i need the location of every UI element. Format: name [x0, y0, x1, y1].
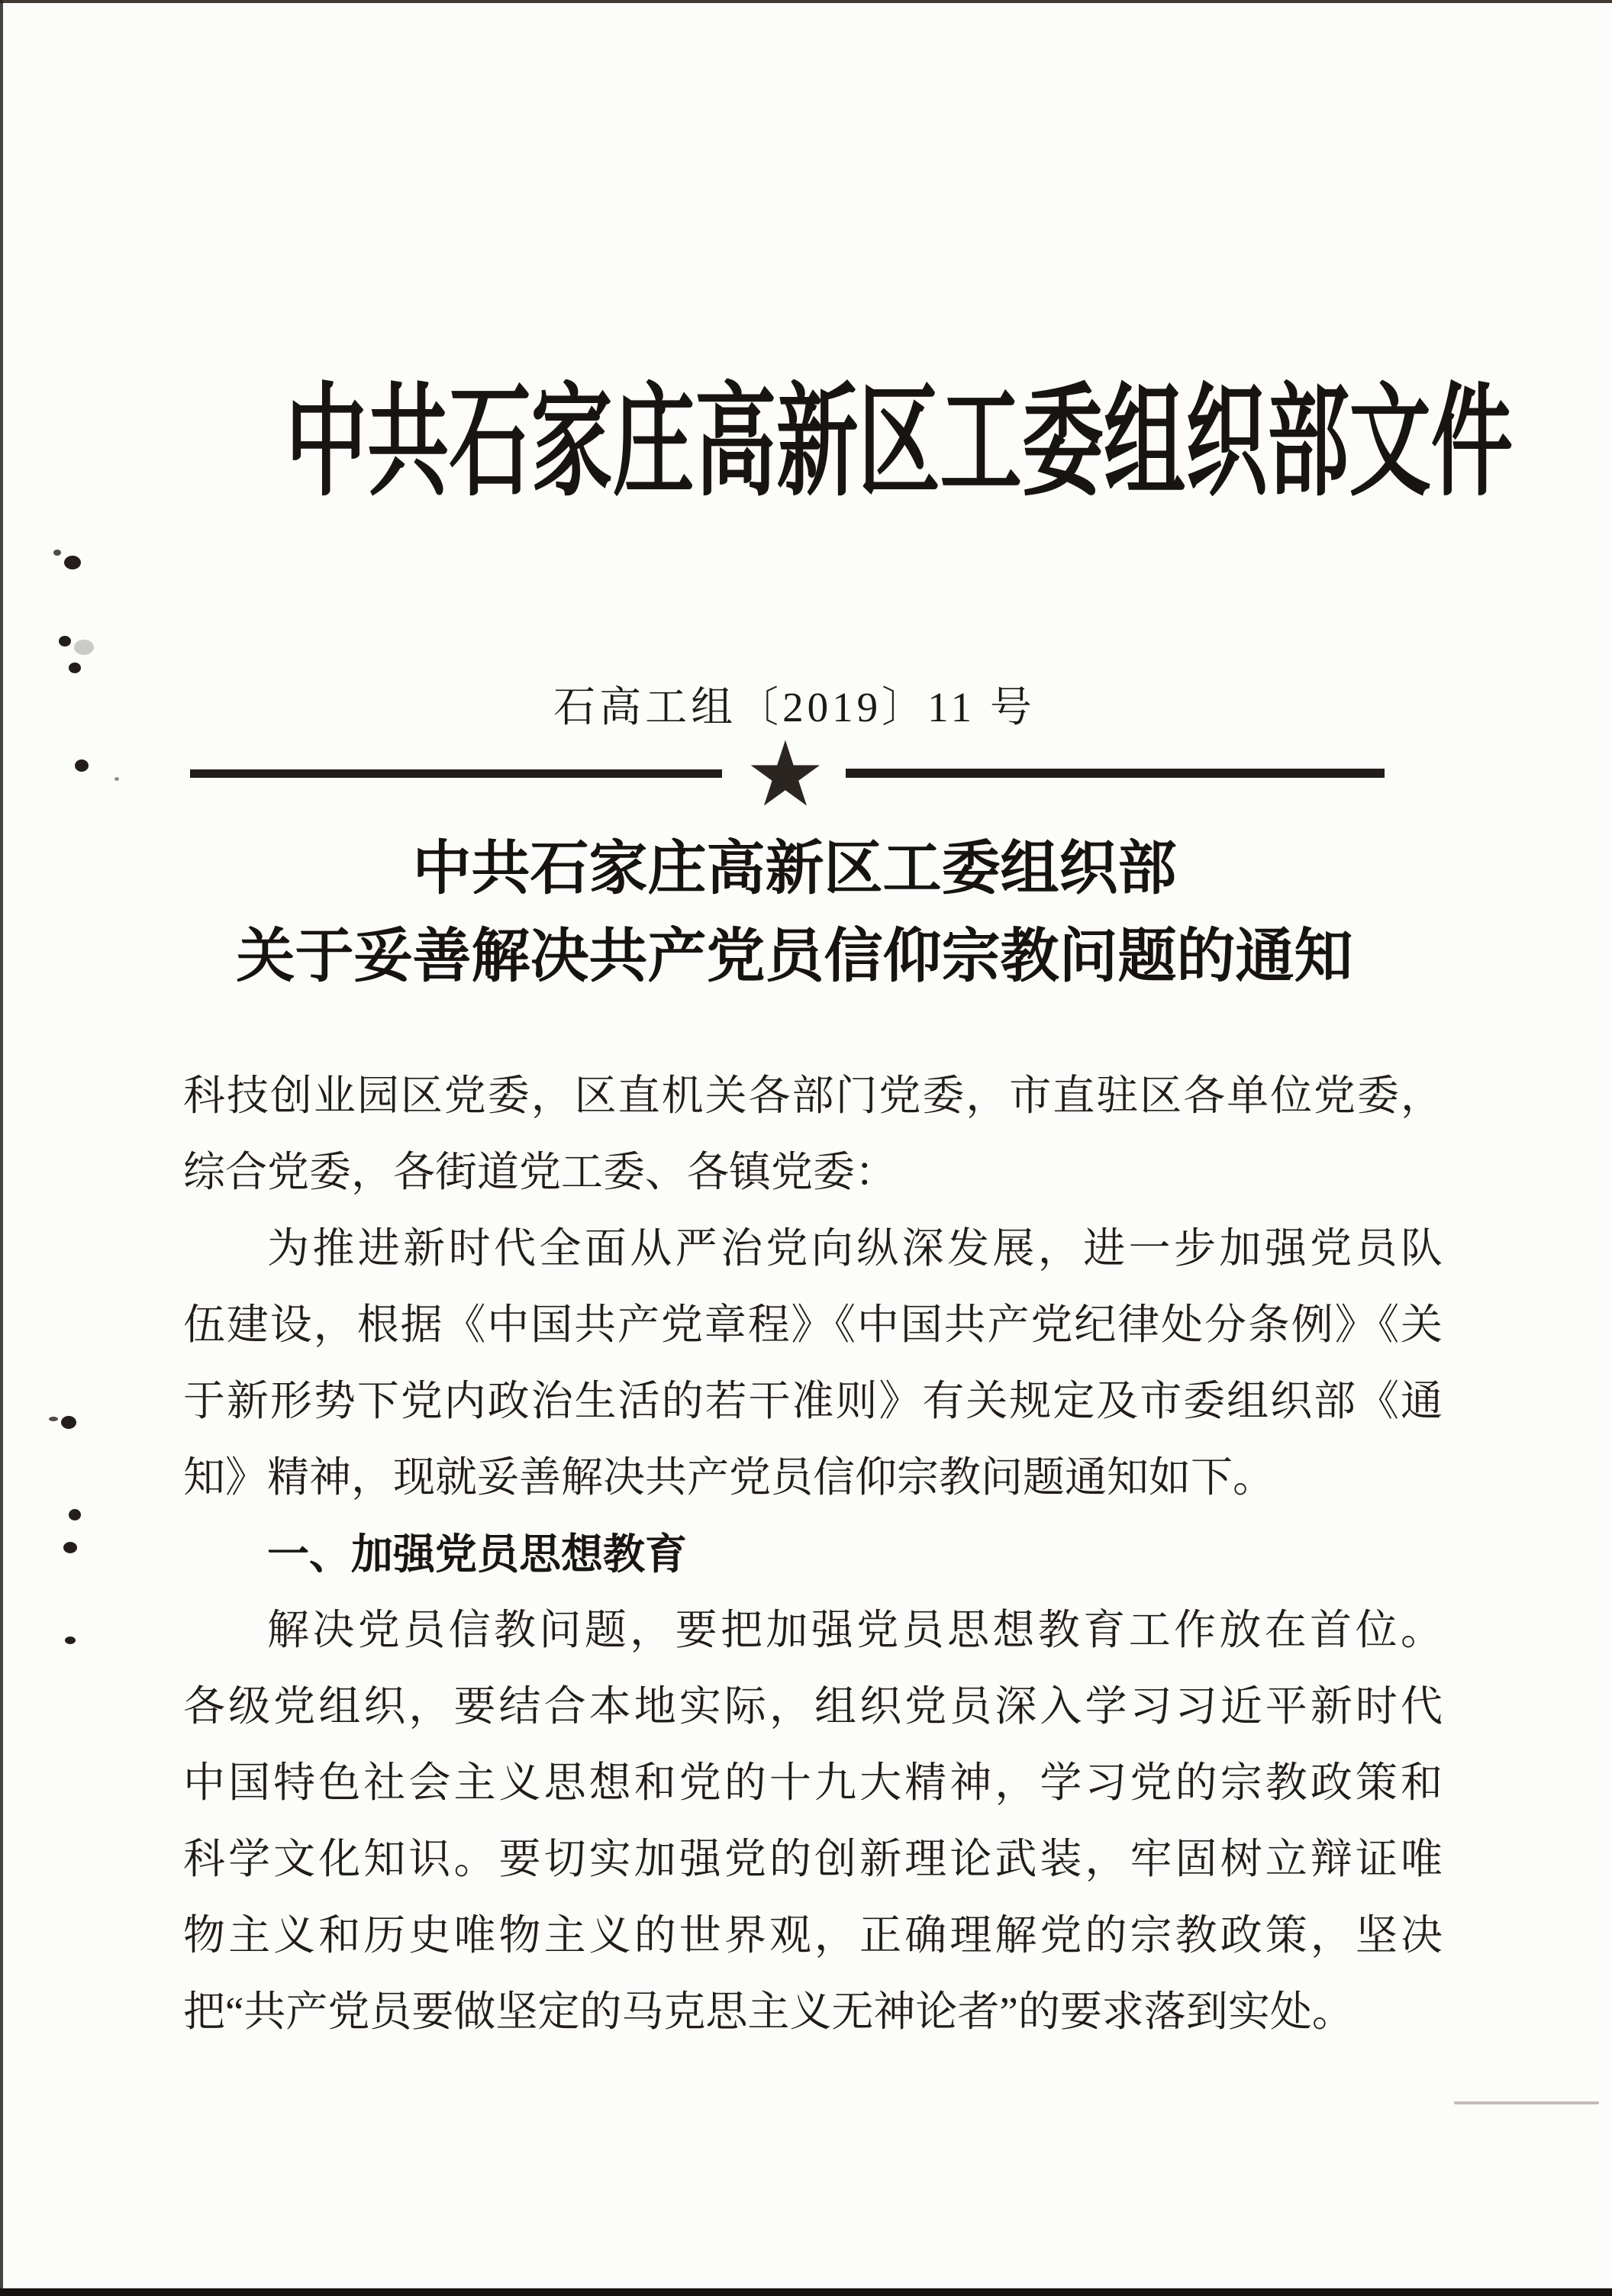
document-title-line-1	[0, 838, 1612, 916]
body-line: 物主义和历史唯物主义的世界观，正确理解党的宗教政策，坚决	[183, 1912, 1443, 1959]
body-line: 知》精神，现就妥善解决共产党员信仰宗教问题通知如下。	[183, 1454, 1275, 1501]
scan-speck	[61, 1416, 76, 1429]
separator-rule-right	[846, 769, 1385, 778]
document-number-text: 石高工组〔2019〕11 号	[553, 684, 1036, 730]
body-line: 各级党组织，要结合本地实际，组织党员深入学习习近平新时代	[183, 1683, 1443, 1730]
scan-edge-bottom	[0, 2288, 1612, 2296]
body-line: 解决党员信教问题，要把加强党员思想教育工作放在首位。	[267, 1607, 1443, 1653]
scan-speck	[64, 556, 81, 569]
body-line: 科技创业园区党委，区直机关各部门党委，市直驻区各单位党委，	[183, 1072, 1443, 1119]
star-icon: ★	[745, 721, 826, 827]
body-line: 于新形势下党内政治生活的若干准则》有关规定及市委组织部《通	[183, 1378, 1443, 1424]
body-line: 科学文化知识。要切实加强党的创新理论武装，牢固树立辩证唯	[183, 1836, 1443, 1882]
scan-speck	[53, 550, 61, 556]
scan-streak	[1454, 2101, 1599, 2104]
document-header-banner	[0, 375, 1612, 542]
body-line: 把“共产党员要做坚定的马克思主义无神论者”的要求落到实处。	[183, 1988, 1354, 2035]
header-title-text: 中共石家庄高新区工委组织部文件	[285, 375, 1514, 511]
scan-speck	[59, 636, 71, 647]
scan-speck	[114, 777, 119, 781]
scan-edge-left	[0, 0, 3, 2296]
document-title-line-2	[0, 925, 1612, 1004]
body-section-heading: 一、加强党员思想教育	[267, 1530, 688, 1578]
scan-speck	[63, 1542, 77, 1553]
body-line: 综合党委，各街道党工委、各镇党委：	[183, 1149, 898, 1195]
scan-speck	[49, 1417, 58, 1421]
separator-rule-left	[190, 769, 722, 778]
scan-speck	[74, 640, 94, 655]
scan-speck	[69, 663, 81, 673]
scan-edge-top	[0, 0, 1612, 3]
scan-speck	[65, 1637, 76, 1644]
body-line: 为推进新时代全面从严治党向纵深发展，进一步加强党员队	[267, 1225, 1443, 1272]
body-line: 中国特色社会主义思想和党的十九大精神，学习党的宗教政策和	[183, 1759, 1443, 1806]
document-title-line-2-text: 关于妥善解决共产党员信仰宗教问题的通知	[236, 924, 1353, 989]
scan-speck	[75, 759, 89, 772]
document-body	[183, 1058, 1443, 2050]
scan-speck	[69, 1509, 81, 1520]
body-line: 伍建设，根据《中国共产党章程》《中国共产党纪律处分条例》《关	[183, 1301, 1443, 1348]
document-title-line-1-text: 中共石家庄高新区工委组织部	[412, 836, 1177, 901]
